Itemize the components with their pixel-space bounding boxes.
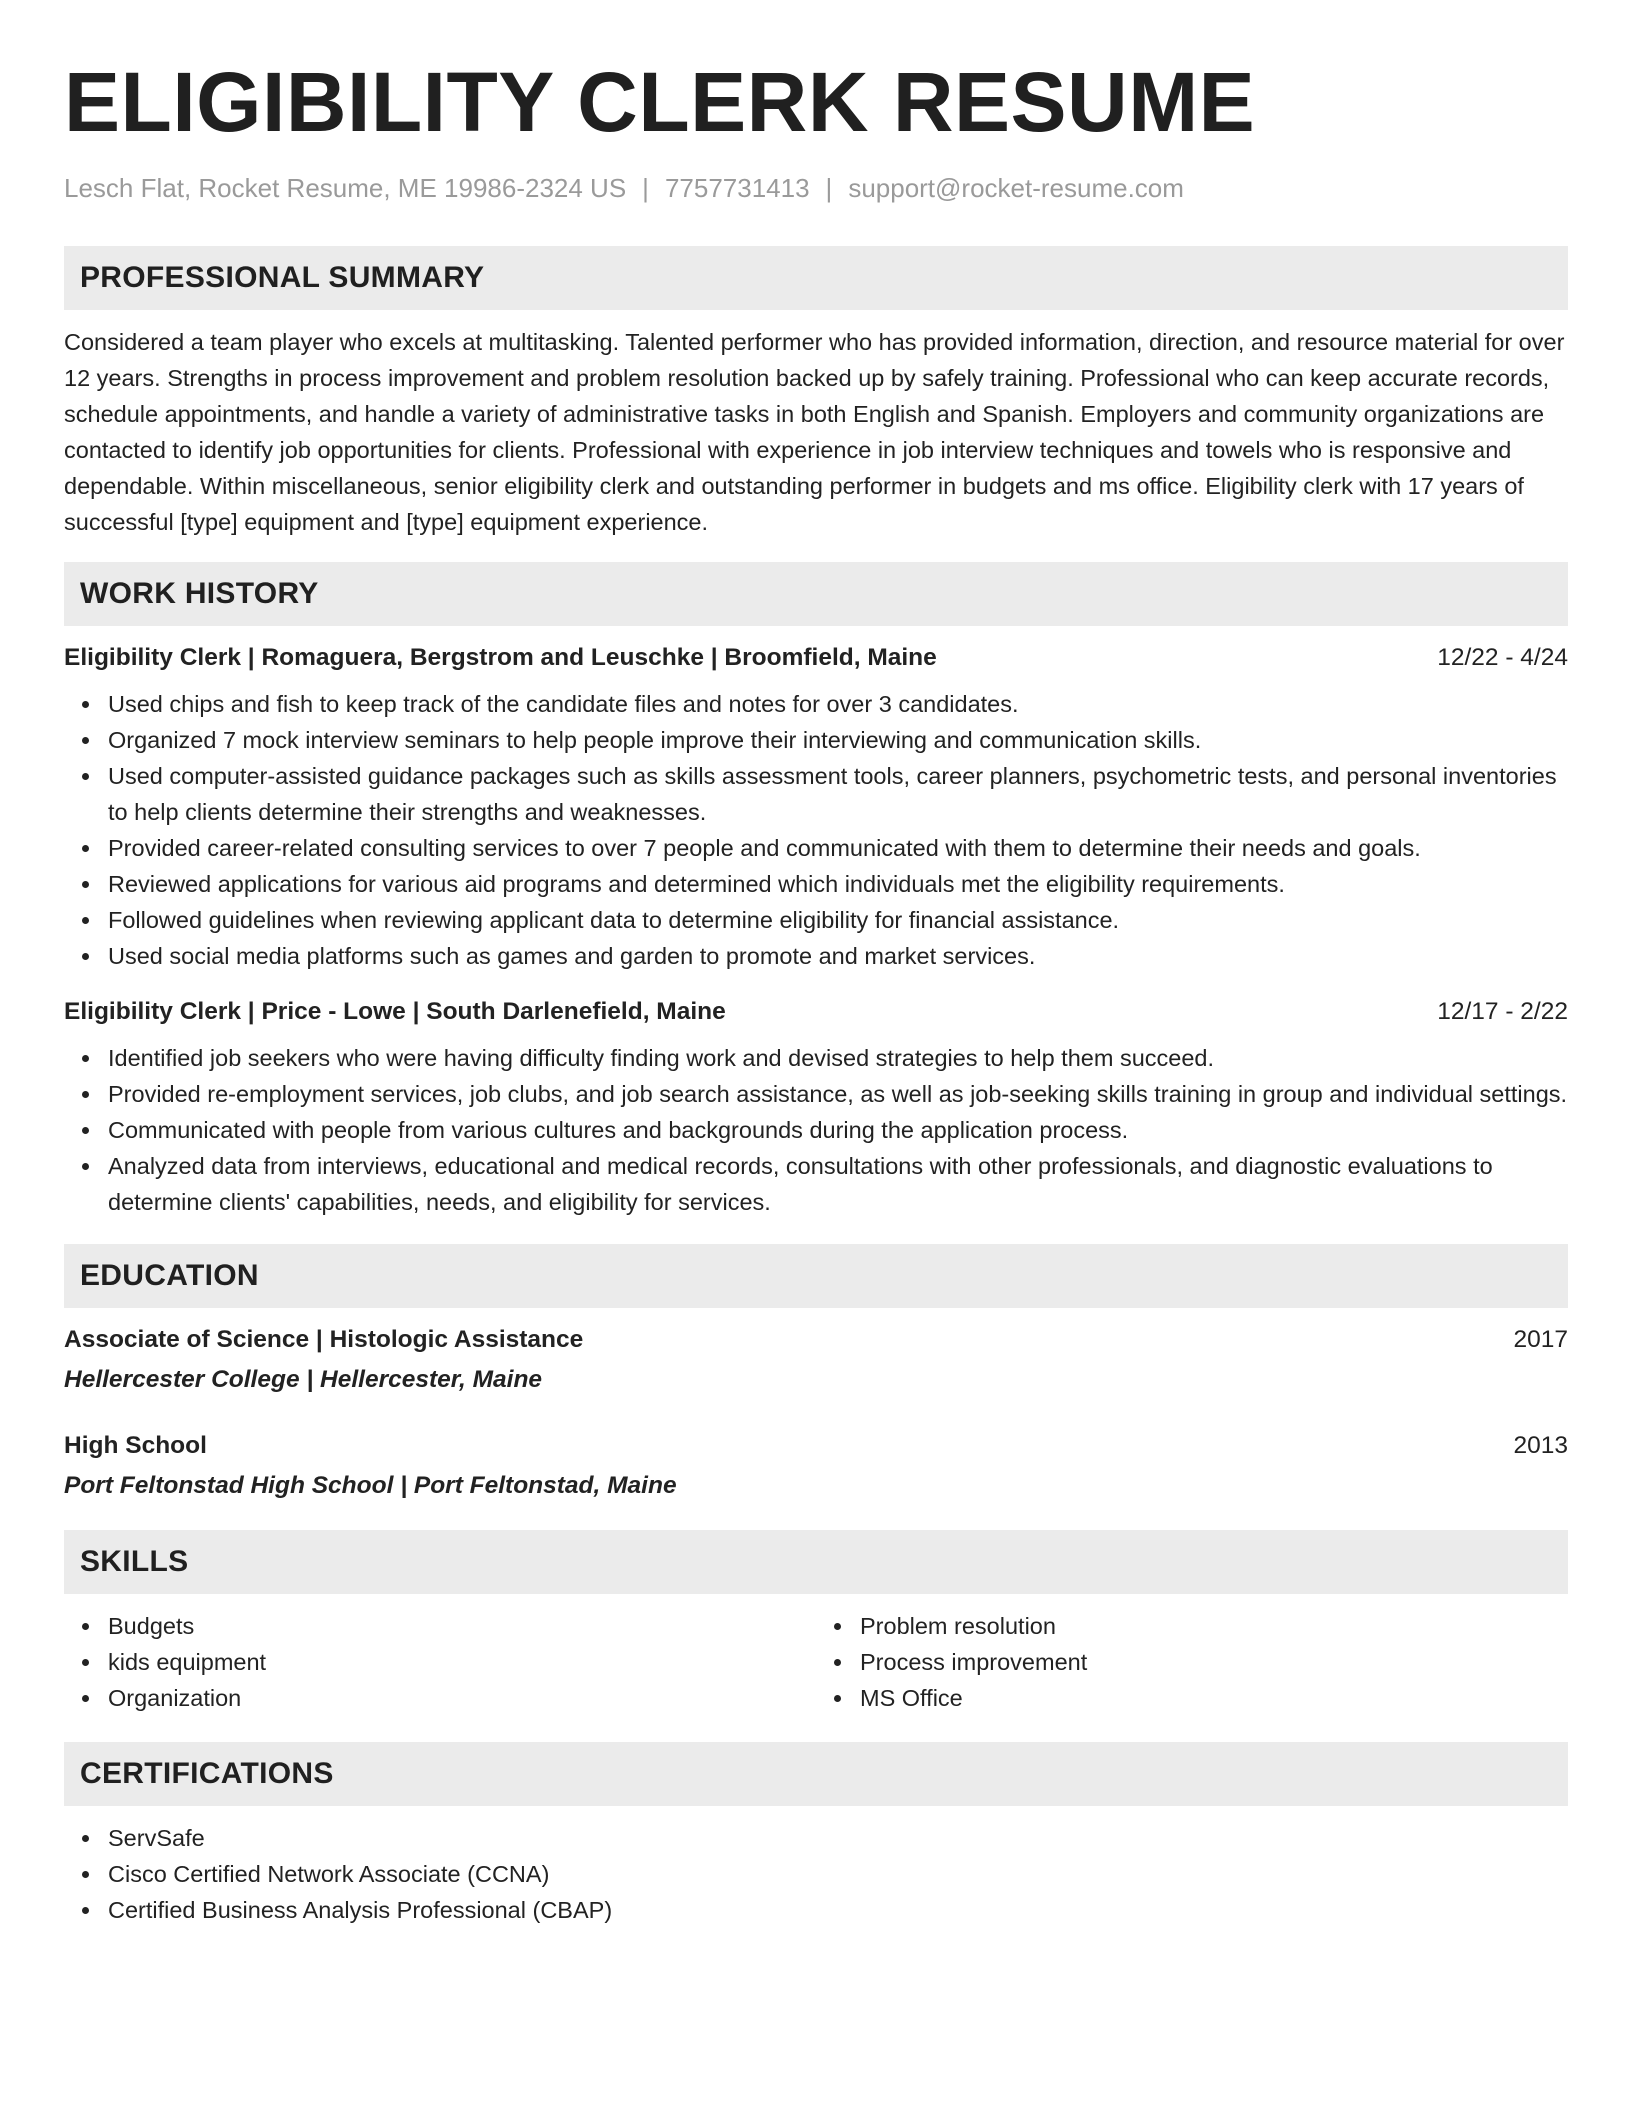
skill-item: Budgets [108,1608,816,1644]
certification-item: ServSafe [108,1820,1568,1856]
contact-address: Lesch Flat, Rocket Resume, ME 19986-2324 US [64,173,627,203]
resume-title: ELIGIBILITY CLERK RESUME [64,55,1256,149]
contact-separator: | [825,173,833,203]
skills-grid [64,1608,1568,1716]
contact-line [64,170,1568,206]
section-header-education: EDUCATION [64,1244,1568,1308]
job-title: Eligibility Clerk | Romaguera, Bergstrom and Leuschke | Broomfield, Maine [64,644,937,671]
list-item: Communicated with people from various cultures and backgrounds during the application process. [108,1112,1568,1148]
section-header-certifications: CERTIFICATIONS [64,1742,1568,1806]
list-item: Reviewed applications for various aid programs and determined which individuals met the eligibility requirements. [108,866,1568,902]
job-dates: 12/17 - 2/22 [1437,998,1568,1025]
education-year: 2013 [1513,1432,1568,1459]
education-school: Hellercester College | Hellercester, Maine [64,1366,543,1393]
list-item: Organized 7 mock interview seminars to help people improve their interviewing and communication skills. [108,722,1568,758]
list-item: Provided career-related consulting services to over 7 people and communicated with them to determine their needs and goals. [108,830,1568,866]
job-bullets [64,686,1568,974]
skill-item: Process improvement [860,1644,1568,1680]
education-entry [64,1428,1568,1504]
skill-item: kids equipment [108,1644,816,1680]
section-header-work-history: WORK HISTORY [64,562,1568,626]
contact-email: support@rocket-resume.com [848,173,1184,203]
contact-separator: | [642,173,649,203]
list-item: Analyzed data from interviews, educational and medical records, consultations with other professionals, and diagnostic evaluations to determine clients' capabilities, needs, and eligibility for services. [108,1148,1568,1220]
education-degree: Associate of Science | Histologic Assistance [64,1326,584,1353]
skills-column-left [64,1608,816,1716]
job-header [64,994,1568,1030]
section-header-summary: PROFESSIONAL SUMMARY [64,246,1568,310]
job-entry [64,640,1568,974]
certification-item: Cisco Certified Network Associate (CCNA) [108,1856,1568,1892]
education-header [64,1322,1568,1358]
list-item: Used chips and fish to keep track of the candidate files and notes for over 3 candidates. [108,686,1568,722]
skill-item: MS Office [860,1680,1568,1716]
list-item: Followed guidelines when reviewing applicant data to determine eligibility for financial assistance. [108,902,1568,938]
list-item: Identified job seekers who were having difficulty finding work and devised strategies to help them succeed. [108,1040,1568,1076]
list-item: Used social media platforms such as games and garden to promote and market services. [108,938,1568,974]
job-title: Eligibility Clerk | Price - Lowe | South Darlenefield, Maine [64,998,726,1025]
education-school: Port Feltonstad High School | Port Feltonstad, Maine [64,1472,677,1499]
skill-item: Problem resolution [860,1608,1568,1644]
education-year: 2017 [1513,1326,1568,1353]
section-header-skills: SKILLS [64,1530,1568,1594]
job-header [64,640,1568,676]
job-bullets [64,1040,1568,1220]
list-item: Provided re-employment services, job clubs, and job search assistance, as well as job-seeking skills training in group and individual settings. [108,1076,1568,1112]
education-entry [64,1322,1568,1398]
education-header [64,1428,1568,1464]
certifications-list [64,1820,1568,1928]
job-dates: 12/22 - 4/24 [1437,644,1568,671]
skill-item: Organization [108,1680,816,1716]
contact-phone: 7757731413 [664,173,810,203]
job-entry [64,994,1568,1220]
list-item: Used computer-assisted guidance packages such as skills assessment tools, career planners, psychometric tests, and personal inventories to help clients determine their strengths and weaknesses. [108,758,1568,830]
skills-column-right [816,1608,1568,1716]
certification-item: Certified Business Analysis Professional (CBAP) [108,1892,1568,1928]
summary-text: Considered a team player who excels at multitasking. Talented performer who has provided information, direction, and resource material for over 12 years. Strengths in process improvement and problem resolution backed up by safely training. Professional who can keep accurate records, schedule appointments, and handle a variety of administrative tasks in both English and Spanish. Employers and community organizations are contacted to identify job opportunities for clients. Professional with experience in job interview techniques and towels who is responsive and dependable. Within miscellaneous, senior eligibility clerk and outstanding performer in budgets and ms office. Eligibility clerk with 17 years of successful [type] equipment and [type] equipment experience. [64,329,1565,535]
education-degree: High School [64,1432,207,1459]
